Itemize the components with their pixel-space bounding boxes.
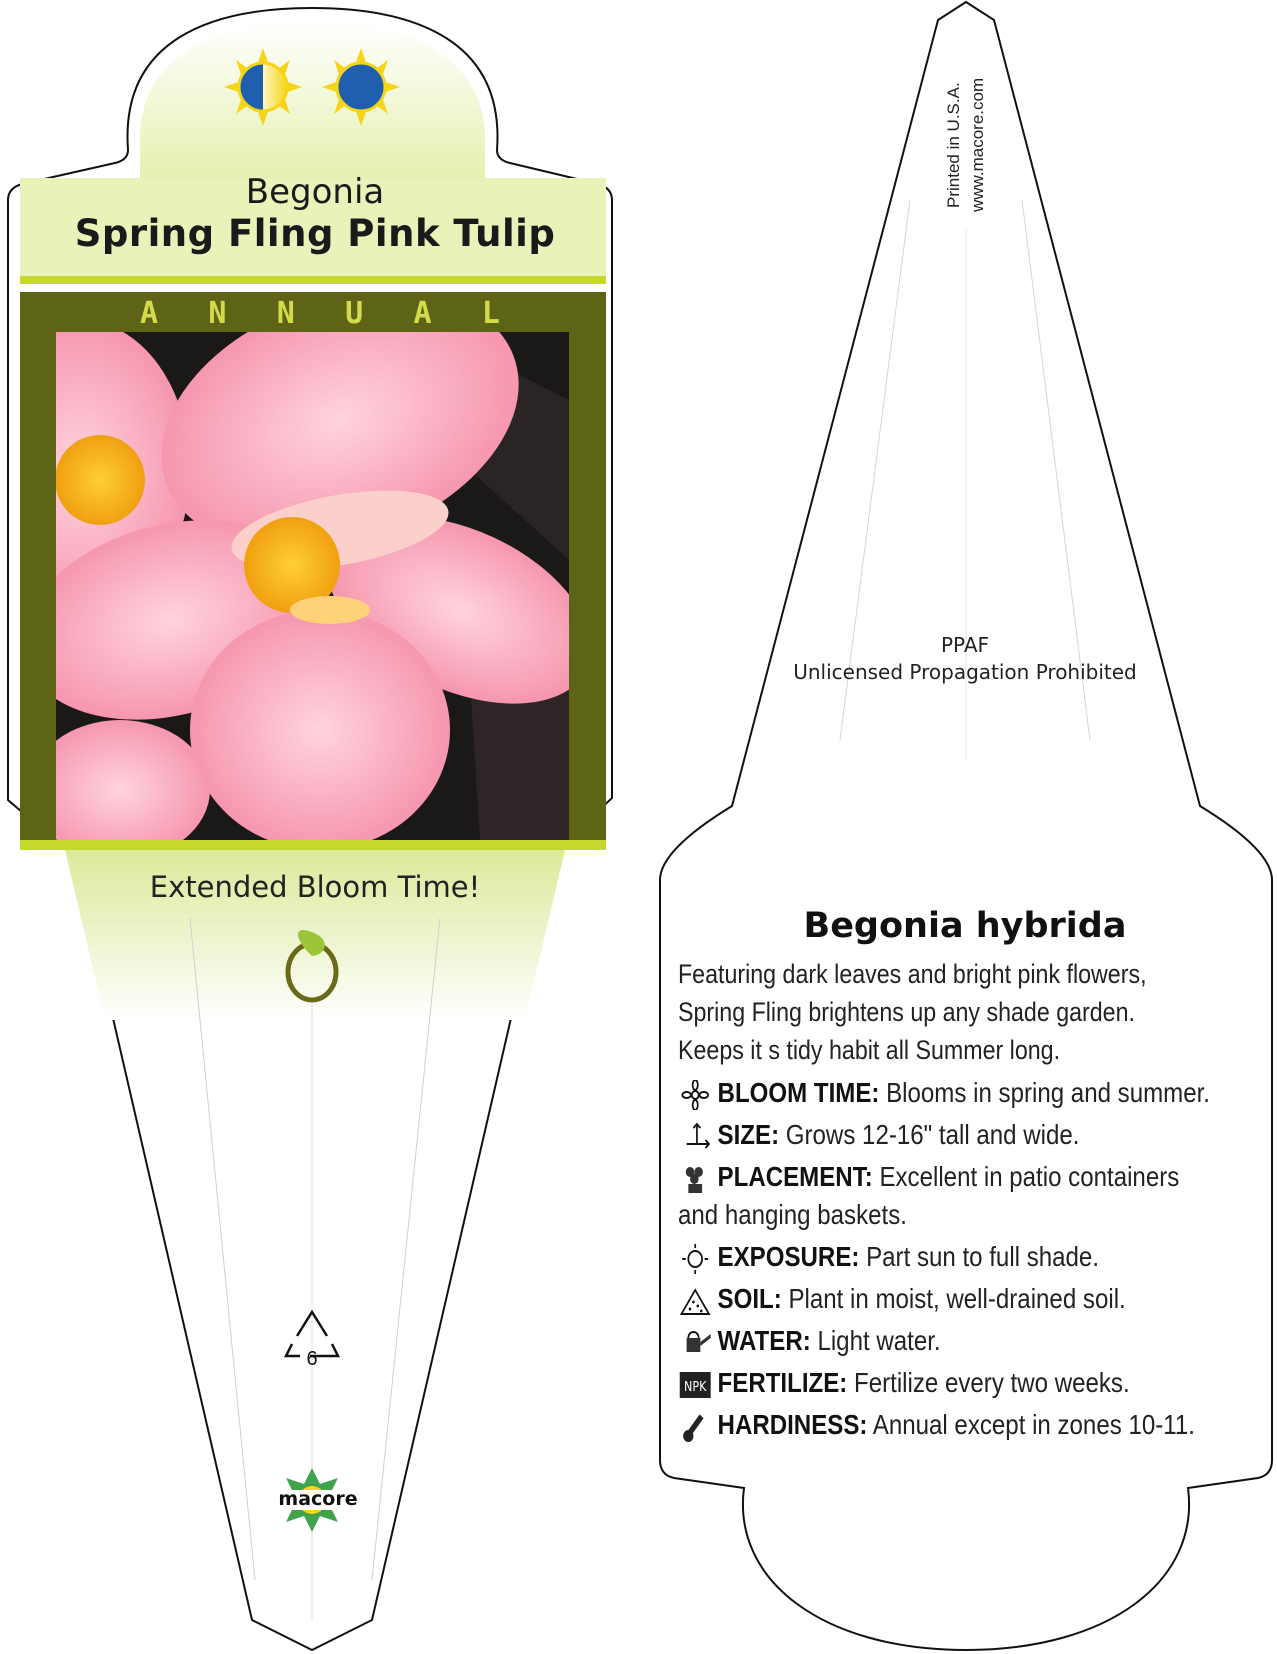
thermometer-icon (678, 1412, 712, 1442)
attribute-value: Excellent in patio containers and hanging baskets. (678, 1161, 1180, 1230)
attribute-bloom-time (678, 1074, 1211, 1112)
attribute-label: SOIL: (717, 1283, 782, 1314)
category-letter: U (345, 296, 364, 331)
watering-can-icon (678, 1328, 712, 1358)
sun-icon (678, 1244, 712, 1274)
variety-name: Spring Fling Pink Tulip (74, 212, 556, 255)
attribute-value: Grows 12-16" tall and wide. (785, 1119, 1080, 1150)
attribute-soil (678, 1280, 1211, 1318)
tagline: Extended Bloom Time! (149, 870, 481, 904)
category-letter: N (208, 296, 227, 331)
attribute-value: Light water. (817, 1325, 941, 1356)
attribute-label: EXPOSURE: (717, 1241, 860, 1272)
attribute-water (678, 1322, 1211, 1360)
attribute-value: Plant in moist, well-drained soil. (788, 1283, 1126, 1314)
category-letter: A (140, 296, 159, 331)
genus-name: Begonia (245, 172, 385, 212)
attribute-fertilize (678, 1364, 1211, 1402)
attribute-label: FERTILIZE: (717, 1367, 848, 1398)
attribute-value: Annual except in zones 10-11. (872, 1409, 1195, 1440)
npk-icon (678, 1370, 712, 1400)
flower-icon (678, 1080, 712, 1110)
patent-notice (760, 632, 1170, 686)
ppaf-label: PPAF (940, 633, 990, 657)
category-letter: A (413, 296, 432, 331)
attribute-exposure (678, 1238, 1211, 1276)
attribute-label: BLOOM TIME: (717, 1077, 880, 1108)
attribute-label: PLACEMENT: (717, 1161, 873, 1192)
attribute-label: WATER: (717, 1325, 811, 1356)
attribute-label: HARDINESS: (717, 1409, 868, 1440)
attribute-placement (678, 1158, 1211, 1234)
brand-name: macore (278, 1488, 358, 1510)
attribute-label: SIZE: (717, 1119, 780, 1150)
placement-icon (678, 1164, 712, 1194)
propagation-notice: Unlicensed Propagation Prohibited (793, 660, 1137, 684)
attribute-value: Blooms in spring and summer. (886, 1077, 1210, 1108)
category-letter: N (276, 296, 295, 331)
recycle-number: 6 (306, 1348, 318, 1370)
soil-icon (678, 1286, 712, 1316)
attribute-hardiness (678, 1406, 1211, 1444)
website: www.macore.com (968, 77, 987, 212)
svg-text:NPK: NPK (683, 1378, 707, 1394)
category-letter: L (481, 296, 500, 331)
size-icon (678, 1122, 712, 1152)
printed-in-usa: Printed in U.S.A. (944, 82, 963, 208)
plant-description: Featuring dark leaves and bright pink flowers, Spring Fling brightens up any shade garden. Keeps it s tidy habit all Summer long. (678, 959, 1147, 1065)
plant-category (60, 296, 580, 331)
attribute-size (678, 1116, 1211, 1154)
attribute-value: Part sun to full shade. (866, 1241, 1100, 1272)
attribute-value: Fertilize every two weeks. (854, 1367, 1130, 1398)
botanical-name: Begonia hybrida (803, 906, 1127, 946)
begonia-flower-photo (0, 244, 621, 860)
